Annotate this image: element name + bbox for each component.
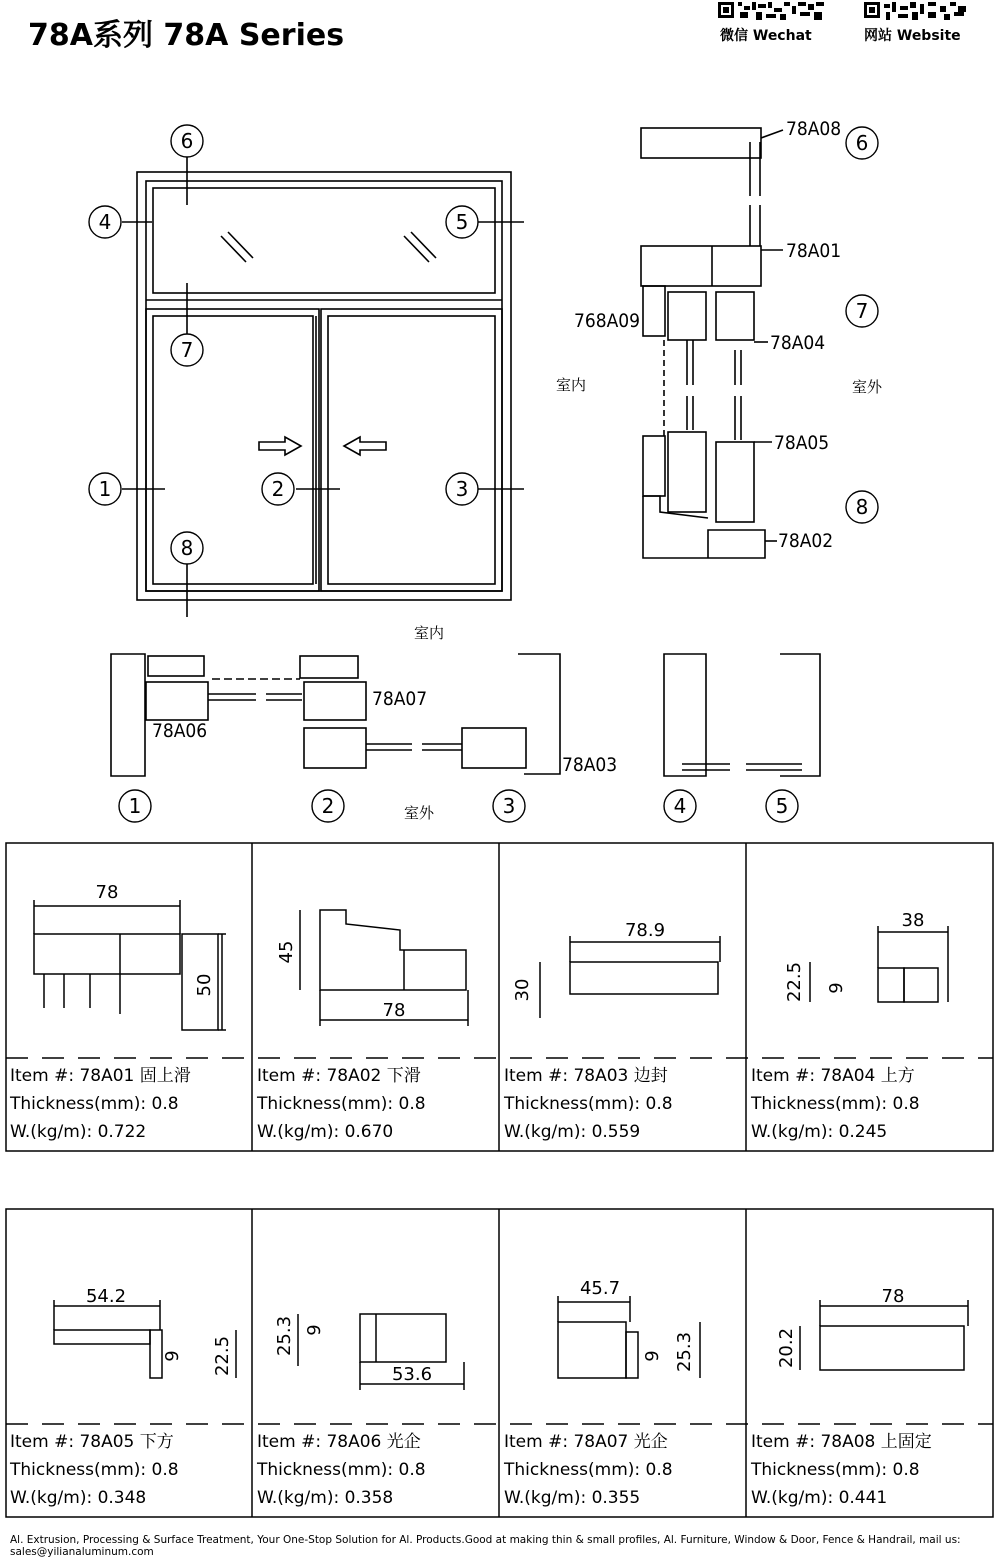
svg-text:5: 5 xyxy=(775,794,789,818)
dim-78a01-width: 78 xyxy=(95,882,119,903)
page-title: 78A系列 78A Series xyxy=(28,18,345,53)
profile-weight: W.(kg/m): 0.358 xyxy=(257,1488,394,1508)
profile-item: Item #: 78A03 边封 xyxy=(504,1066,668,1086)
svg-text:4: 4 xyxy=(673,794,687,818)
label-768a09: 768A09 xyxy=(574,310,641,332)
dim-78a05-slot: 9 xyxy=(162,1350,183,1362)
dim-78a03-height: 30 xyxy=(512,978,533,1002)
profile-item: Item #: 78A07 光企 xyxy=(504,1432,668,1452)
label-outdoor-vertical: 室外 xyxy=(852,378,883,396)
wechat-label: 微信 Wechat xyxy=(720,28,812,44)
dim-78a02-height: 45 xyxy=(276,940,297,964)
dim-78a04-slot: 9 xyxy=(826,982,847,994)
dim-78a06-width: 53.6 xyxy=(391,1364,433,1385)
profile-thickness: Thickness(mm): 0.8 xyxy=(751,1460,920,1480)
dim-78a01-height: 50 xyxy=(194,973,215,997)
profile-weight: W.(kg/m): 0.348 xyxy=(10,1488,147,1508)
profile-thickness: Thickness(mm): 0.8 xyxy=(257,1094,426,1114)
profile-card-78a04 xyxy=(751,1062,987,1146)
profile-thickness: Thickness(mm): 0.8 xyxy=(504,1094,673,1114)
profile-thickness: Thickness(mm): 0.8 xyxy=(10,1460,179,1480)
label-78a07: 78A07 xyxy=(372,688,428,710)
label-78a08: 78A08 xyxy=(786,118,842,140)
profile-thickness: Thickness(mm): 0.8 xyxy=(504,1460,673,1480)
profile-item: Item #: 78A01 固上滑 xyxy=(10,1066,191,1086)
dim-78a07-width: 45.7 xyxy=(579,1278,621,1299)
dim-78a04-width: 38 xyxy=(901,910,925,931)
svg-text:1: 1 xyxy=(128,794,142,818)
dim-78a03-width: 78.9 xyxy=(624,920,666,941)
dim-78a06-height: 25.3 xyxy=(274,1315,295,1357)
dim-78a04-height: 22.5 xyxy=(784,961,805,1003)
profile-item: Item #: 78A08 上固定 xyxy=(751,1432,932,1452)
svg-text:8: 8 xyxy=(855,495,869,519)
profile-item: Item #: 78A04 上方 xyxy=(751,1066,915,1086)
profile-card-78a03 xyxy=(504,1062,740,1146)
profile-weight: W.(kg/m): 0.355 xyxy=(504,1488,641,1508)
svg-text:3: 3 xyxy=(502,794,516,818)
profile-item: Item #: 78A02 下滑 xyxy=(257,1066,421,1086)
footer-text: Al. Extrusion, Processing & Surface Treatment, Your One-Stop Solution for Al. Products.Good at making thin & small profiles, Al. Furniture, Window & Door, Fence & Handrail, mail us: sales@yilianaluminum.com xyxy=(10,1534,961,1558)
callout-4: 4 xyxy=(98,210,112,234)
callout-7: 7 xyxy=(180,338,194,362)
dim-78a08-height: 20.2 xyxy=(776,1327,797,1369)
profile-card-78a06 xyxy=(257,1428,493,1512)
profile-card-78a05 xyxy=(10,1428,246,1512)
profile-item: Item #: 78A05 下方 xyxy=(10,1432,174,1452)
dim-78a07-height: 25.3 xyxy=(674,1331,695,1373)
callout-2: 2 xyxy=(271,477,285,501)
callout-1: 1 xyxy=(98,477,112,501)
label-indoor-horizontal: 室内 xyxy=(414,624,445,642)
svg-text:2: 2 xyxy=(321,794,335,818)
label-78a01: 78A01 xyxy=(786,240,842,262)
dim-78a06-slot: 9 xyxy=(304,1324,325,1336)
label-indoor-vertical: 室内 xyxy=(556,376,587,394)
label-78a05: 78A05 xyxy=(774,432,830,454)
dim-78a05-width: 54.2 xyxy=(85,1286,127,1307)
label-78a06: 78A06 xyxy=(152,720,208,742)
callout-6: 6 xyxy=(180,129,194,153)
profile-thickness: Thickness(mm): 0.8 xyxy=(257,1460,426,1480)
dim-78a08-width: 78 xyxy=(881,1286,905,1307)
dim-78a05-height: 22.5 xyxy=(212,1335,233,1377)
profile-weight: W.(kg/m): 0.441 xyxy=(751,1488,888,1508)
profile-card-78a08 xyxy=(751,1428,987,1512)
website-label: 网站 Website xyxy=(864,28,961,44)
label-78a02: 78A02 xyxy=(778,530,834,552)
profile-weight: W.(kg/m): 0.559 xyxy=(504,1122,641,1142)
svg-text:6: 6 xyxy=(855,131,869,155)
dim-78a02-width: 78 xyxy=(382,1000,406,1021)
callout-3: 3 xyxy=(455,477,469,501)
profile-weight: W.(kg/m): 0.245 xyxy=(751,1122,888,1142)
profile-thickness: Thickness(mm): 0.8 xyxy=(10,1094,179,1114)
callout-5: 5 xyxy=(455,210,469,234)
profile-weight: W.(kg/m): 0.722 xyxy=(10,1122,147,1142)
profile-card-78a01 xyxy=(10,1062,246,1146)
dim-78a07-slot: 9 xyxy=(642,1350,663,1362)
callout-8: 8 xyxy=(180,536,194,560)
profile-thickness: Thickness(mm): 0.8 xyxy=(751,1094,920,1114)
profile-card-78a07 xyxy=(504,1428,740,1512)
label-outdoor-horizontal: 室外 xyxy=(404,804,435,822)
profile-card-78a02 xyxy=(257,1062,493,1146)
svg-text:7: 7 xyxy=(855,299,869,323)
profile-weight: W.(kg/m): 0.670 xyxy=(257,1122,394,1142)
profile-item: Item #: 78A06 光企 xyxy=(257,1432,421,1452)
label-78a03: 78A03 xyxy=(562,754,618,776)
label-78a04: 78A04 xyxy=(770,332,826,354)
